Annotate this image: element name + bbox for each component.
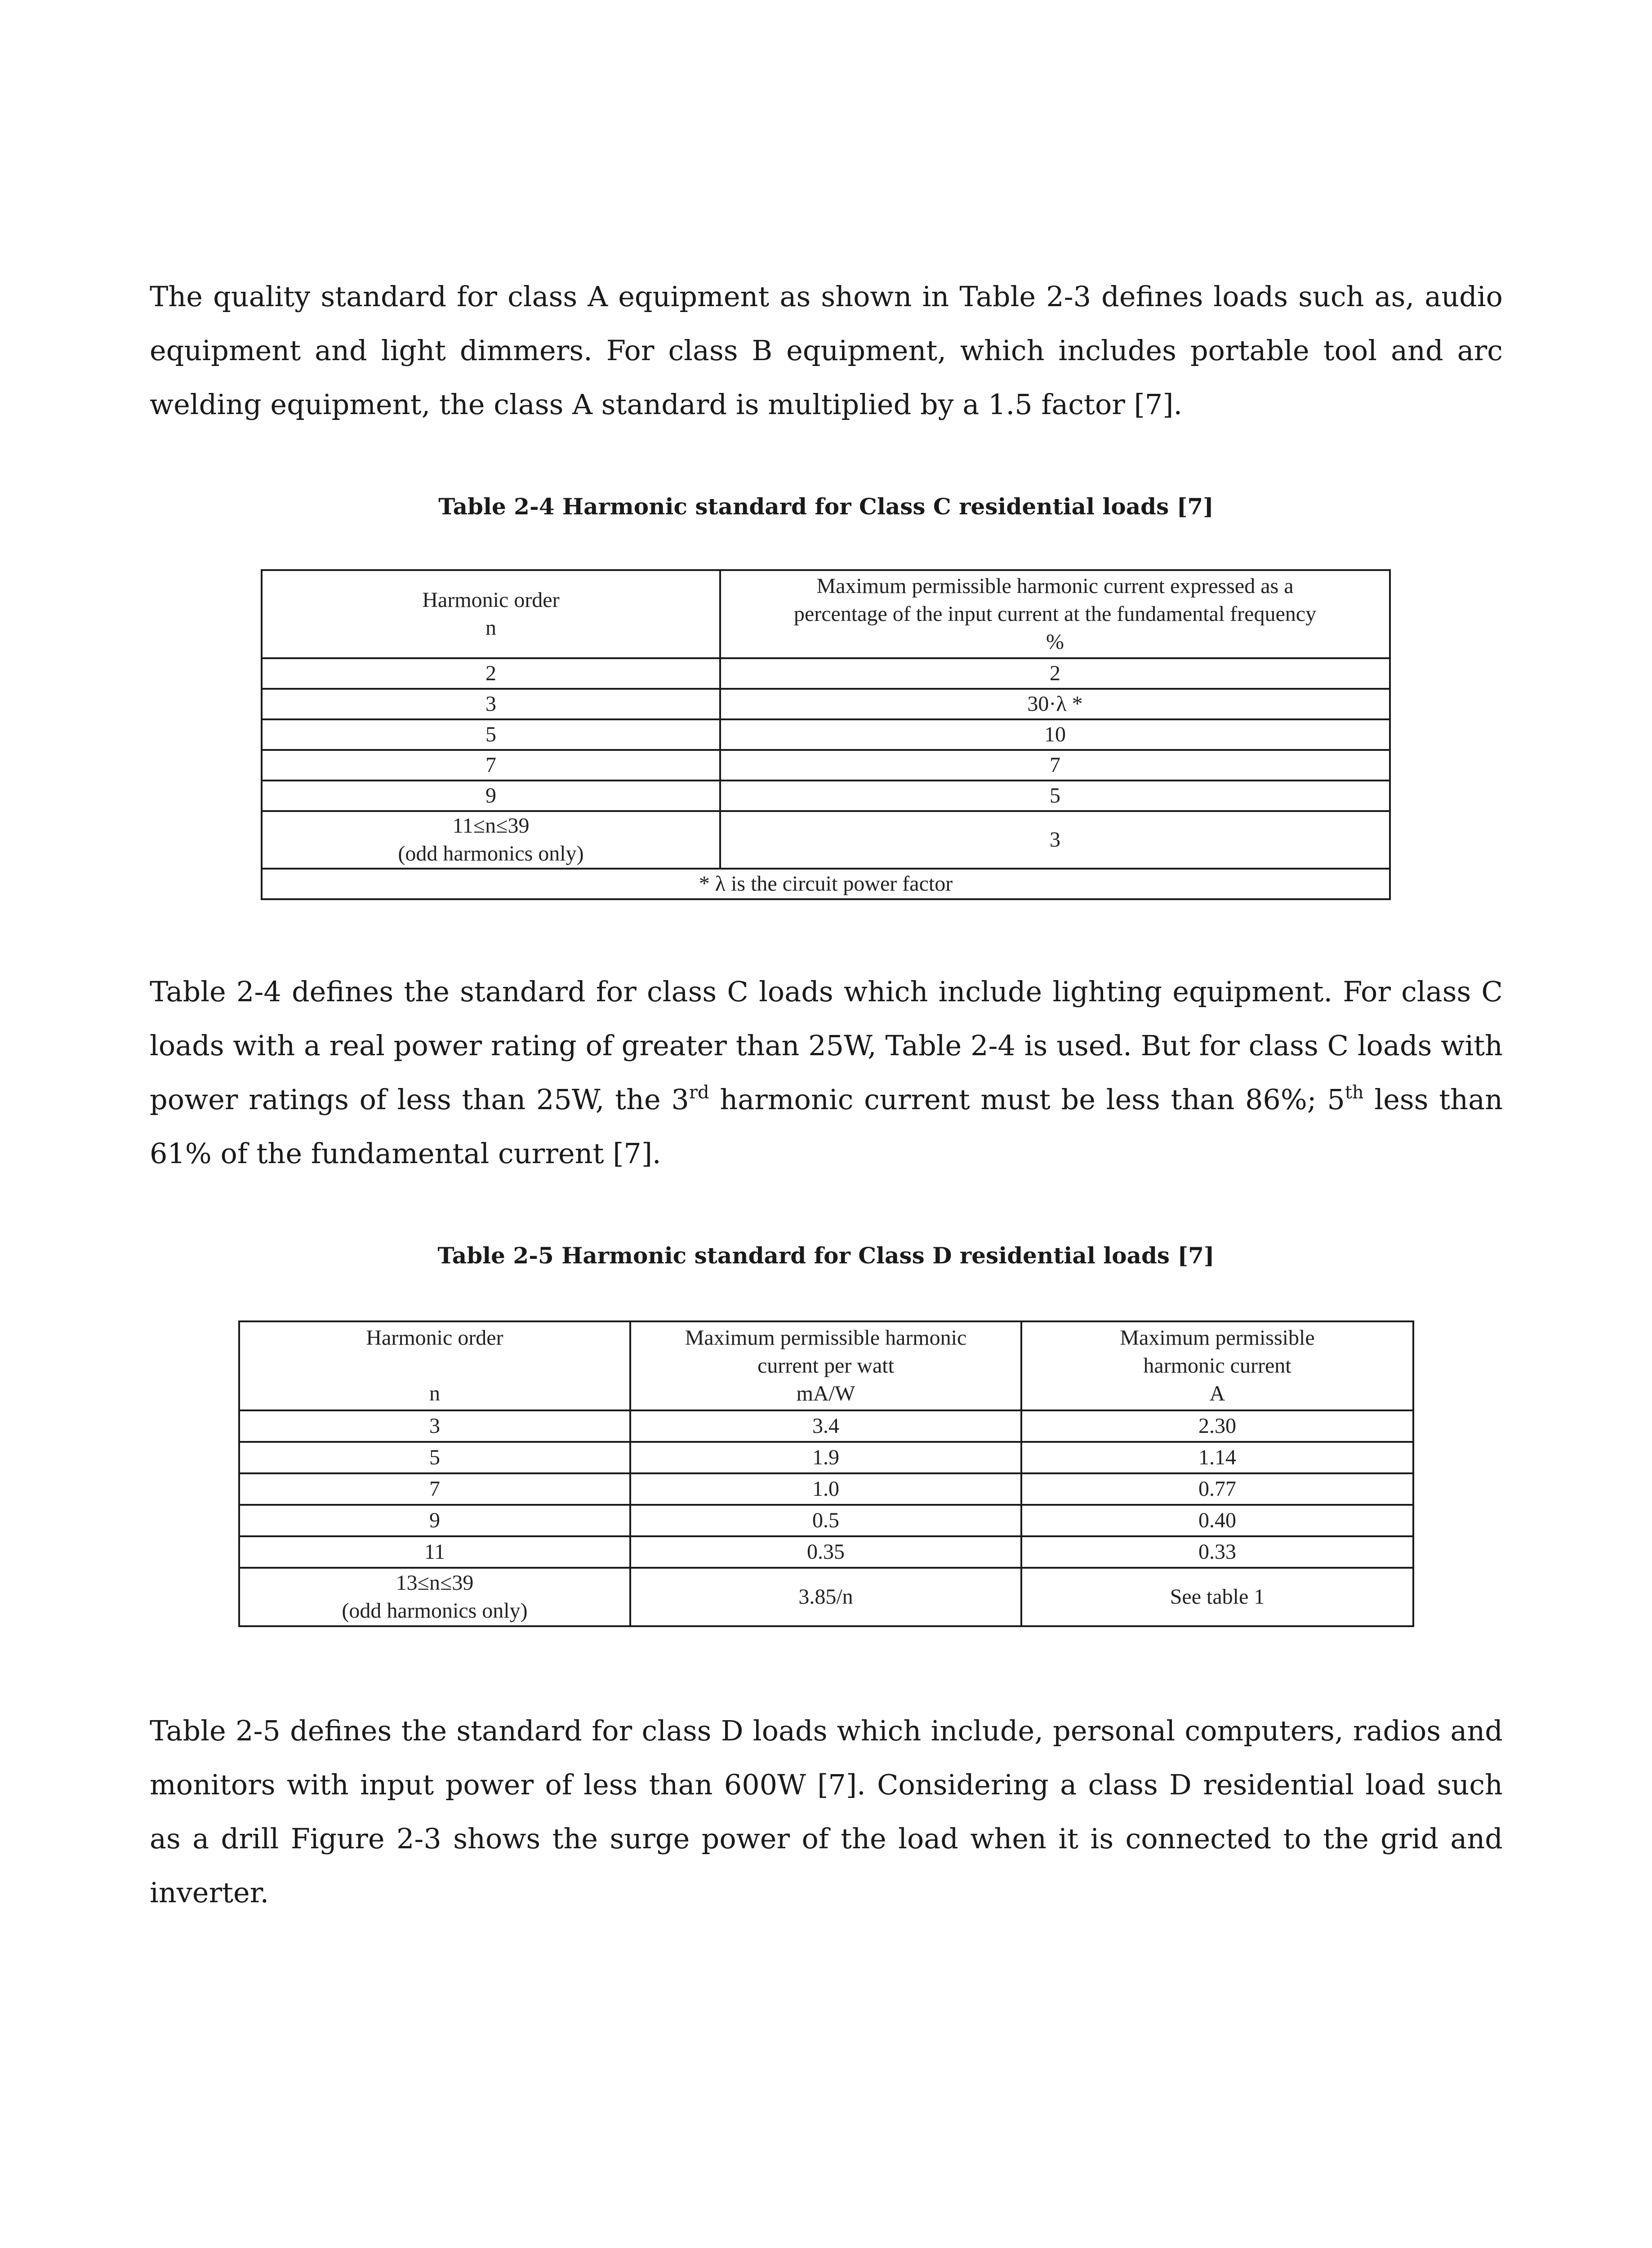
cell-harmonic-n: 5 bbox=[239, 1442, 630, 1473]
table-2-4-caption: Table 2-4 Harmonic standard for Class C residential loads [7] bbox=[438, 493, 1214, 520]
header-current-per-watt: Maximum permissible harmonic current per watt mA/W bbox=[630, 1321, 1021, 1410]
cell-current: 0.77 bbox=[1021, 1473, 1413, 1505]
cell-harmonic-range: 13≤n≤39 (odd harmonics only) bbox=[239, 1568, 630, 1626]
table-row bbox=[239, 1568, 1413, 1626]
cell-current: 2.30 bbox=[1021, 1410, 1413, 1442]
cell-harmonic-n: 7 bbox=[239, 1473, 630, 1505]
cell-current: 1.14 bbox=[1021, 1442, 1413, 1473]
table-row bbox=[239, 1473, 1413, 1505]
paragraph-class-a-b: The quality standard for class A equipment as shown in Table 2-3 defines loads such as, audio equipment and light dimmers. For class B equipment, which includes portable tool and arc welding equipment, the class A standard is multiplied by a 1.5 factor [7]. bbox=[150, 280, 1503, 421]
cell-percent-value: 30·λ * bbox=[720, 689, 1390, 719]
table-row bbox=[262, 781, 1390, 811]
cell-current: 0.33 bbox=[1021, 1536, 1413, 1568]
table-row bbox=[239, 1505, 1413, 1536]
header-harmonic-order: Harmonic order n bbox=[262, 570, 720, 658]
table-footnote: * λ is the circuit power factor bbox=[262, 869, 1390, 899]
cell-per-watt: 1.9 bbox=[630, 1442, 1021, 1473]
table-header-row bbox=[262, 570, 1390, 658]
table-row bbox=[262, 811, 1390, 869]
table-row bbox=[239, 1410, 1413, 1442]
cell-harmonic-n: 5 bbox=[262, 719, 720, 750]
cell-percent-value: 3 bbox=[720, 811, 1390, 869]
header-harmonic-order: Harmonic order n bbox=[239, 1321, 630, 1410]
cell-harmonic-n: 11 bbox=[239, 1536, 630, 1568]
table-row bbox=[262, 750, 1390, 781]
table-header-row bbox=[239, 1321, 1413, 1410]
table-2-5 bbox=[238, 1320, 1414, 1627]
paragraph-class-c: Table 2-4 defines the standard for class C loads which include lighting equipment. For class C loads with a real power rating of greater than 25W, Table 2-4 is used. But for class C loads with power ratings of less than 25W, the 3rd harmonic current must be less than 86%; 5th less than 61% of the fundamental current [7]. bbox=[150, 975, 1503, 1170]
table-footnote-row bbox=[262, 869, 1390, 899]
cell-percent-value: 10 bbox=[720, 719, 1390, 750]
cell-harmonic-n: 7 bbox=[262, 750, 720, 781]
header-max-permissible-percent: Maximum permissible harmonic current expressed as a percentage of the input current at the fundamental frequency % bbox=[720, 570, 1390, 658]
cell-harmonic-n: 3 bbox=[262, 689, 720, 719]
cell-percent-value: 2 bbox=[720, 658, 1390, 689]
table-row bbox=[262, 719, 1390, 750]
cell-percent-value: 5 bbox=[720, 781, 1390, 811]
table-row bbox=[262, 658, 1390, 689]
table-row bbox=[262, 689, 1390, 719]
cell-per-watt: 0.35 bbox=[630, 1536, 1021, 1568]
cell-per-watt: 1.0 bbox=[630, 1473, 1021, 1505]
table-2-4 bbox=[261, 569, 1391, 900]
cell-per-watt: 0.5 bbox=[630, 1505, 1021, 1536]
cell-harmonic-n: 9 bbox=[262, 781, 720, 811]
table-row bbox=[239, 1442, 1413, 1473]
header-max-harmonic-current: Maximum permissible harmonic current A bbox=[1021, 1321, 1413, 1410]
cell-current: 0.40 bbox=[1021, 1505, 1413, 1536]
cell-harmonic-range: 11≤n≤39 (odd harmonics only) bbox=[262, 811, 720, 869]
table-row bbox=[239, 1536, 1413, 1568]
cell-percent-value: 7 bbox=[720, 750, 1390, 781]
cell-per-watt: 3.4 bbox=[630, 1410, 1021, 1442]
cell-per-watt: 3.85/n bbox=[630, 1568, 1021, 1626]
paragraph-class-d: Table 2-5 defines the standard for class D loads which include, personal computers, radios and monitors with input power of less than 600W [7]. Considering a class D residential load such as a drill Figure 2-3 shows the surge power of the load when it is connected to the grid and inverter. bbox=[150, 1714, 1503, 1909]
cell-harmonic-n: 3 bbox=[239, 1410, 630, 1442]
cell-current: See table 1 bbox=[1021, 1568, 1413, 1626]
table-2-5-caption: Table 2-5 Harmonic standard for Class D residential loads [7] bbox=[437, 1242, 1215, 1269]
cell-harmonic-n: 9 bbox=[239, 1505, 630, 1536]
cell-harmonic-n: 2 bbox=[262, 658, 720, 689]
